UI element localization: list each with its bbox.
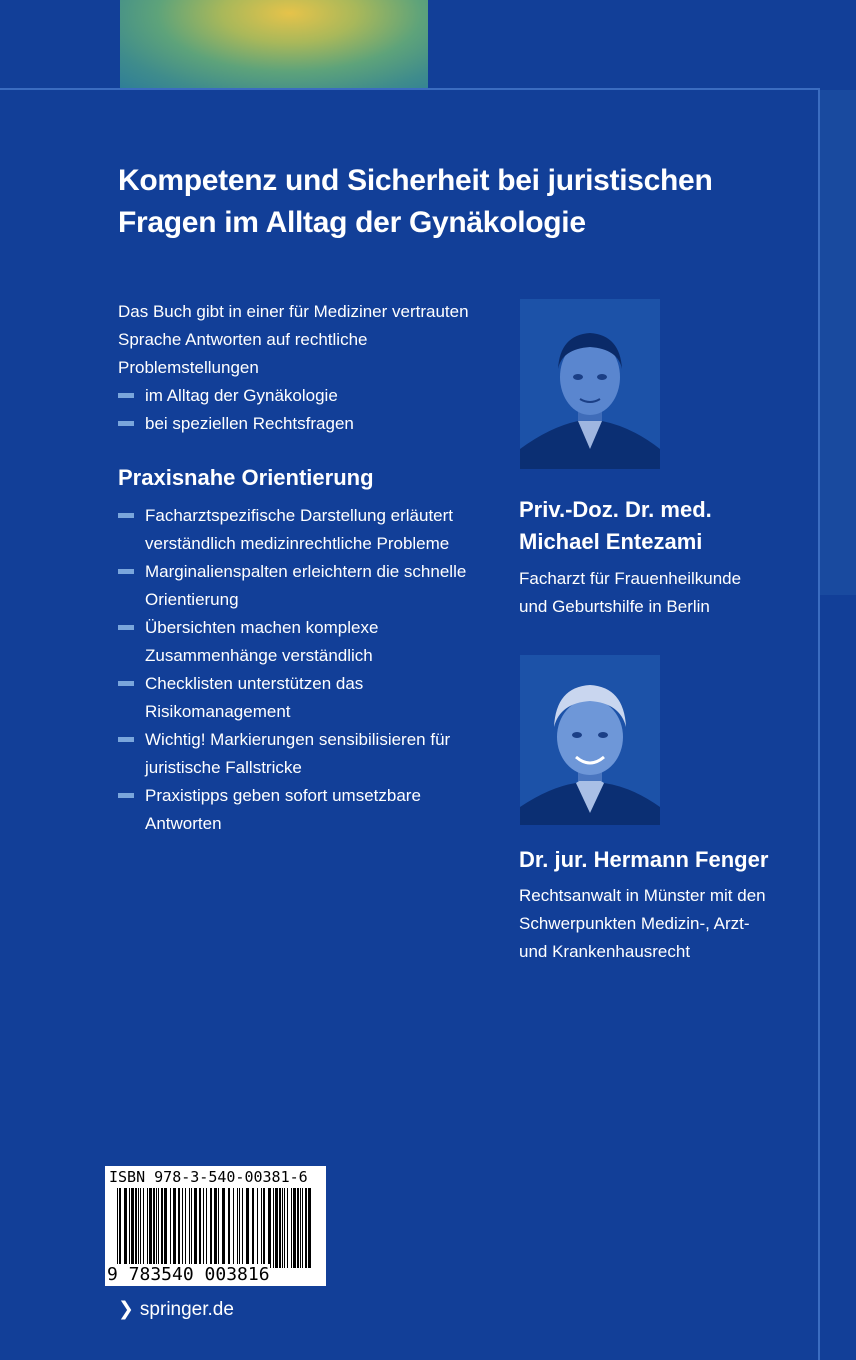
barcode-bar <box>170 1188 171 1268</box>
dash-icon <box>118 421 134 426</box>
barcode-bar <box>279 1188 281 1268</box>
barcode-bar <box>143 1188 144 1268</box>
barcode-bar <box>214 1188 217 1268</box>
feature-item <box>118 670 488 726</box>
publisher-link[interactable] <box>118 1296 234 1324</box>
author-desc-line-2: Schwerpunkten Medizin-, Arzt- <box>519 914 750 933</box>
barcode-bar <box>194 1188 197 1268</box>
barcode-bar <box>257 1188 258 1268</box>
feature-line-1: Checklisten unterstützen das <box>145 674 364 693</box>
feature-line-2: Antworten <box>145 814 222 833</box>
cover-gradient-band <box>120 0 428 88</box>
feature-line-2: Risikomanagement <box>145 702 291 721</box>
barcode-bar <box>242 1188 243 1268</box>
barcode-bar <box>140 1188 141 1268</box>
feature-line-2: juristische Fallstricke <box>145 758 302 777</box>
dash-icon <box>118 793 134 798</box>
dash-icon <box>118 513 134 518</box>
feature-line-2: Zusammenhänge verständlich <box>145 646 373 665</box>
barcode-bar <box>282 1188 283 1268</box>
intro-bullet-text: bei speziellen Rechtsfragen <box>145 414 354 433</box>
intro-line-1: Das Buch gibt in einer für Mediziner vertrauten <box>118 302 469 321</box>
dash-icon <box>118 681 134 686</box>
barcode-bar <box>293 1188 296 1268</box>
feature-line-2: verständlich medizinrechtliche Probleme <box>145 534 450 553</box>
author-name-line-2: Michael Entezami <box>519 529 703 554</box>
barcode-bar <box>117 1188 118 1268</box>
barcode-bar <box>129 1188 130 1268</box>
barcode-bar <box>119 1188 121 1268</box>
feature-line-1: Wichtig! Markierungen sensibilisieren für <box>145 730 451 749</box>
barcode-bar <box>156 1188 157 1268</box>
feature-item <box>118 614 488 670</box>
author-desc-fenger <box>519 882 819 966</box>
feature-item <box>118 502 488 558</box>
feature-line-1: Marginalienspalten erleichtern die schnelle <box>145 562 467 581</box>
ean-number: 9 783540 003816 <box>107 1264 270 1285</box>
barcode-bar <box>275 1188 278 1268</box>
barcode-bar <box>291 1188 292 1268</box>
barcode-bar <box>124 1188 127 1268</box>
intro-line-2: Sprache Antworten auf rechtliche <box>118 330 368 349</box>
dash-icon <box>118 393 134 398</box>
barcode-bar <box>206 1188 207 1268</box>
barcode-bar <box>199 1188 201 1268</box>
barcode-bar <box>158 1188 159 1268</box>
barcode-bar <box>302 1188 303 1268</box>
barcode-bar <box>305 1188 307 1268</box>
barcode-bar <box>246 1188 249 1268</box>
barcode-bar <box>300 1188 301 1268</box>
barcode-bar <box>153 1188 155 1268</box>
barcode-bar <box>182 1188 183 1268</box>
barcode-bar <box>135 1188 137 1268</box>
feature-line-1: Praxistipps geben sofort umsetzbare <box>145 786 421 805</box>
dash-icon <box>118 625 134 630</box>
intro-bullet-text: im Alltag der Gynäkologie <box>145 386 338 405</box>
barcode-bar <box>210 1188 212 1268</box>
dash-icon <box>118 569 134 574</box>
author-desc-line-1: Facharzt für Frauenheilkunde <box>519 569 742 588</box>
barcode-bar <box>189 1188 190 1268</box>
barcode-bar <box>222 1188 225 1268</box>
feature-item <box>118 782 488 838</box>
author-name-entezami <box>519 494 712 558</box>
barcode-bar <box>147 1188 148 1268</box>
chevron-right-icon: ❯ <box>118 1299 134 1320</box>
author-desc-line-3: und Krankenhausrecht <box>519 942 691 961</box>
portrait-icon <box>520 299 660 469</box>
barcode-bar <box>131 1188 134 1268</box>
author-name-fenger: Dr. jur. Hermann Fenger <box>519 847 769 872</box>
barcode-bar <box>263 1188 265 1268</box>
barcode-bar <box>161 1188 163 1268</box>
headline-line-1: Kompetenz und Sicherheit bei juristischen <box>118 164 713 197</box>
feature-line-1: Facharztspezifische Darstellung erläutert <box>145 506 454 525</box>
side-tab <box>820 90 856 595</box>
barcode-bar <box>273 1188 274 1268</box>
barcode-bar <box>164 1188 167 1268</box>
barcode-bar <box>138 1188 139 1268</box>
barcode-bars <box>113 1188 318 1268</box>
portrait-icon <box>520 655 660 825</box>
features-list <box>118 502 488 838</box>
barcode-bar <box>252 1188 254 1268</box>
frame-line-top <box>0 88 820 90</box>
barcode-bar <box>228 1188 230 1268</box>
intro-line-3: Problemstellungen <box>118 358 259 377</box>
barcode-bar <box>239 1188 240 1268</box>
author-photo-fenger <box>520 655 660 825</box>
feature-item <box>118 558 488 614</box>
dash-icon <box>118 737 134 742</box>
barcode-bar <box>185 1188 186 1268</box>
author-photo-entezami <box>520 299 660 469</box>
headline-line-2: Fragen im Alltag der Gynäkologie <box>118 206 586 239</box>
intro-bullet <box>118 410 498 438</box>
feature-item <box>118 726 488 782</box>
barcode-bar <box>218 1188 219 1268</box>
isbn-number: ISBN 978-3-540-00381-6 <box>109 1168 308 1186</box>
feature-line-1: Übersichten machen komplexe <box>145 618 379 637</box>
barcode-bar <box>149 1188 152 1268</box>
barcode-bar <box>203 1188 204 1268</box>
barcode-bar <box>233 1188 234 1268</box>
barcode-bar <box>237 1188 238 1268</box>
publisher-url[interactable]: springer.de <box>139 1299 234 1320</box>
barcode-bar <box>191 1188 192 1268</box>
barcode-bar <box>268 1188 271 1268</box>
author-desc-line-2: und Geburtshilfe in Berlin <box>519 597 710 616</box>
intro-bullet <box>118 382 498 410</box>
features-title: Praxisnahe Orientierung <box>118 465 374 490</box>
isbn-barcode <box>105 1166 326 1286</box>
barcode-bar <box>173 1188 176 1268</box>
barcode-bar <box>308 1188 311 1268</box>
barcode-bar <box>297 1188 299 1268</box>
barcode-bar <box>261 1188 262 1268</box>
author-desc-entezami <box>519 565 819 621</box>
feature-line-2: Orientierung <box>145 590 239 609</box>
barcode-bar <box>178 1188 180 1268</box>
author-desc-line-1: Rechtsanwalt in Münster mit den <box>519 886 766 905</box>
headline <box>118 160 798 244</box>
barcode-bar <box>287 1188 288 1268</box>
intro-text <box>118 298 498 438</box>
barcode-bar <box>284 1188 285 1268</box>
author-name-line-1: Priv.-Doz. Dr. med. <box>519 497 712 522</box>
